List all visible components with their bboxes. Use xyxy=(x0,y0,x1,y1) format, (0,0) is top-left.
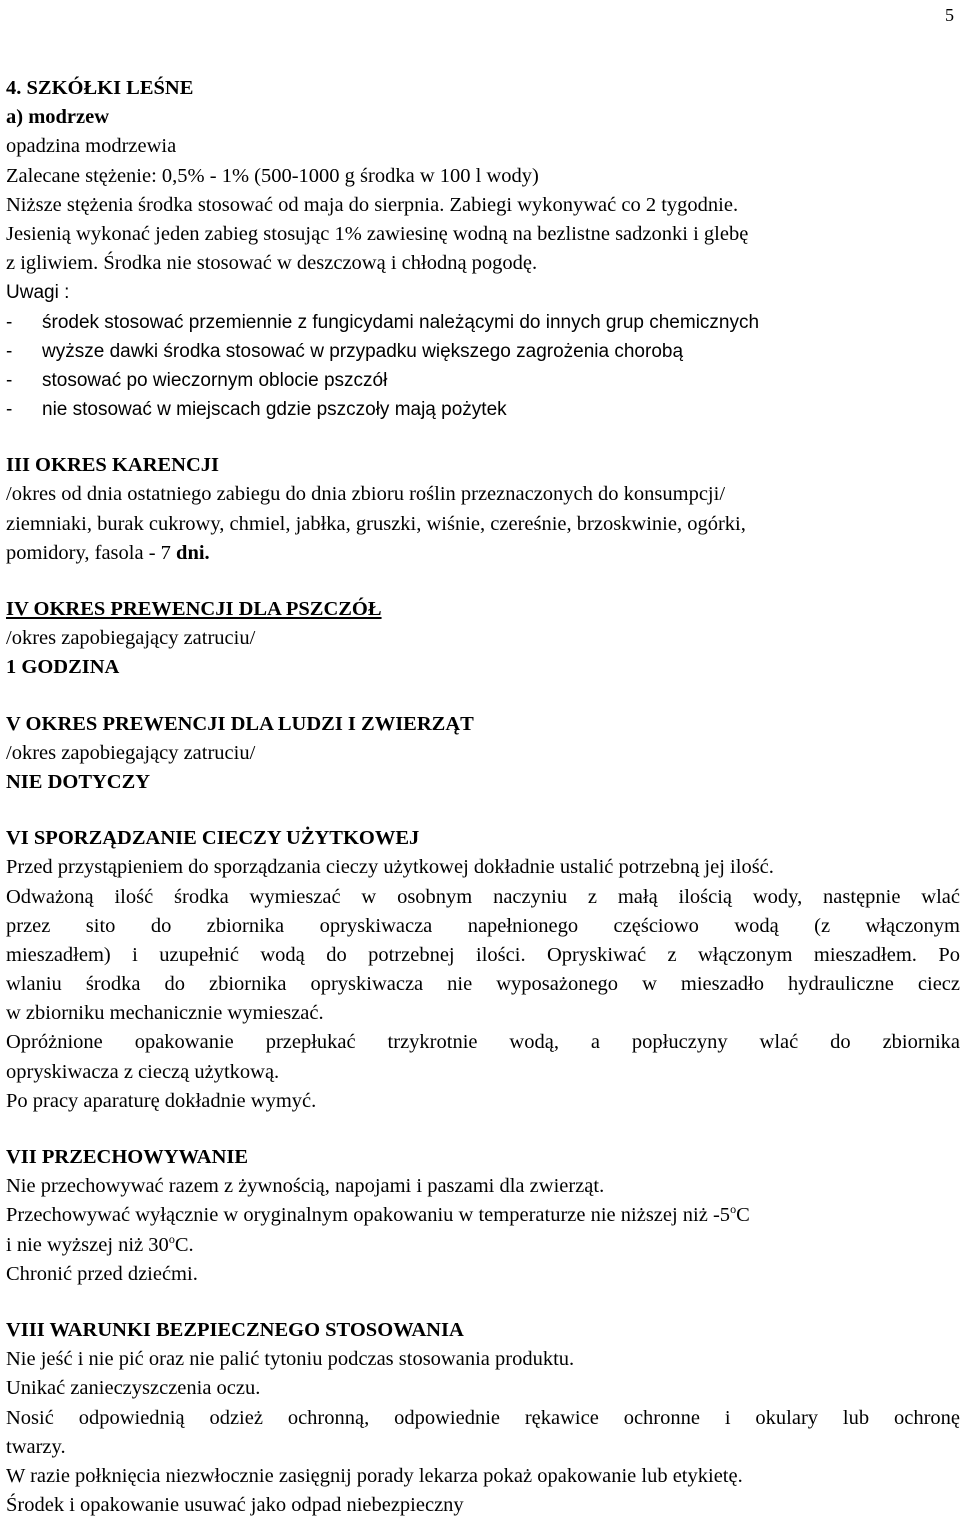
bee-prevention-desc: /okres zapobiegający zatruciu/ xyxy=(6,627,256,650)
paragraph-line: Środek i opakowanie usuwać jako odpad niebezpieczny xyxy=(6,1494,464,1517)
list-item: - wyższe dawki środka stosować w przypadku większego zagrożenia chorobą xyxy=(6,340,684,362)
karencja-heading: III OKRES KARENCJI xyxy=(6,454,220,477)
human-prevention-value: NIE DOTYCZY xyxy=(6,770,151,793)
paragraph-line: Jesienią wykonać jeden zabieg stosując 1% zawiesinę wodną na bezlistne sadzonki i glebę xyxy=(6,222,749,245)
paragraph-line: mieszadłem) i uzupełnić wodą do potrzebnej ilości. Opryskiwać z włączonym mieszadłem. Po xyxy=(6,943,960,966)
human-prevention-desc: /okres zapobiegający zatruciu/ xyxy=(6,741,256,764)
page-number: 5 xyxy=(945,5,954,25)
paragraph-line: Niższe stężenia środka stosować od maja do sierpnia. Zabiegi wykonywać co 2 tygodnie. xyxy=(6,193,739,216)
paragraph-line: w zbiorniku mechanicznie wymieszać. xyxy=(6,1002,324,1025)
karencja-desc: /okres od dnia ostatniego zabiegu do dnia zbioru roślin przeznaczonych do konsumpcji/ xyxy=(6,483,726,506)
paragraph-line: Chronić przed dziećmi. xyxy=(6,1262,198,1285)
paragraph-line: twarzy. xyxy=(6,1435,66,1458)
paragraph-line: Po pracy aparaturę dokładnie wymyć. xyxy=(6,1089,317,1112)
list-item: - stosować po wieczornym oblocie pszczół xyxy=(6,369,388,391)
paragraph-line: Unikać zanieczyszczenia oczu. xyxy=(6,1377,261,1400)
safety-heading: VIII WARUNKI BEZPIECZNEGO STOSOWANIA xyxy=(6,1318,464,1341)
pest-name: opadzina modrzewia xyxy=(6,135,177,158)
document-body xyxy=(6,74,960,1520)
paragraph-line: Przed przystąpieniem do sporządzania cieczy użytkowej dokładnie ustalić potrzebną jej ilość. xyxy=(6,856,774,879)
paragraph-line: przez sito do zbiornika opryskiwacza napełnionego częściowo wodą (z włączonym xyxy=(6,914,960,937)
paragraph-line: Zalecane stężenie: 0,5% - 1% (500-1000 g środka w 100 l wody) xyxy=(6,164,539,187)
bee-prevention-value: 1 GODZINA xyxy=(6,656,120,679)
paragraph-line: opryskiwacza z cieczą użytkową. xyxy=(6,1060,280,1083)
paragraph-line: W razie połknięcia niezwłocznie zasięgnij porady lekarza pokaż opakowanie lub etykietę. xyxy=(6,1464,743,1487)
paragraph-line: Nie jeść i nie pić oraz nie palić tytoniu podczas stosowania produktu. xyxy=(6,1348,575,1371)
human-prevention-heading: V OKRES PREWENCJI DLA LUDZI I ZWIERZĄT xyxy=(6,712,474,735)
storage-temperature-max: i nie wyższej niż 30$^o$C. xyxy=(6,1231,194,1256)
subsection-title: a) modrzew xyxy=(6,106,110,129)
list-item: - środek stosować przemiennie z fungicydami należącymi do innych grup chemicznych xyxy=(6,311,760,333)
paragraph-line: Odważoną ilość środka wymieszać w osobnym naczyniu z małą ilością wody, następnie wlać xyxy=(6,885,960,908)
karencja-period: pomidory, fasola - 7 dni. xyxy=(6,541,210,564)
paragraph-line: Nosić odpowiednią odzież ochronną, odpowiednie rękawice ochronne i okulary lub ochronę xyxy=(6,1406,960,1429)
notes-label: Uwagi : xyxy=(6,282,70,304)
paragraph-line: wlaniu środka do zbiornika opryskiwacza nie wyposażonego w mieszadło hydrauliczne ciecz xyxy=(6,973,960,996)
paragraph-line: Opróżnione opakowanie przepłukać trzykrotnie wodą, a popłuczyny wlać do zbiornika xyxy=(6,1031,960,1054)
list-item: - nie stosować w miejscach gdzie pszczoły mają pożytek xyxy=(6,399,507,421)
section-title: 4. SZKÓŁKI LEŚNE xyxy=(6,77,194,99)
storage-heading: VII PRZECHOWYWANIE xyxy=(6,1146,249,1168)
paragraph-line: z igliwiem. Środka nie stosować w deszczową i chłodną pogodę. xyxy=(6,252,538,275)
storage-temperature-min: Przechowywać wyłącznie w oryginalnym opakowaniu w temperaturze nie niższej niż -5$^o$C xyxy=(6,1202,750,1227)
bee-prevention-heading: IV OKRES PREWENCJI DLA PSZCZÓŁ xyxy=(6,598,382,620)
paragraph-line: Nie przechowywać razem z żywnością, napojami i paszami dla zwierząt. xyxy=(6,1175,605,1198)
preparation-heading: VI SPORZĄDZANIE CIECZY UŻYTKOWEJ xyxy=(6,827,420,850)
karencja-crops: ziemniaki, burak cukrowy, chmiel, jabłka, gruszki, wiśnie, czereśnie, brzoskwinie, ogórki, xyxy=(6,512,746,535)
